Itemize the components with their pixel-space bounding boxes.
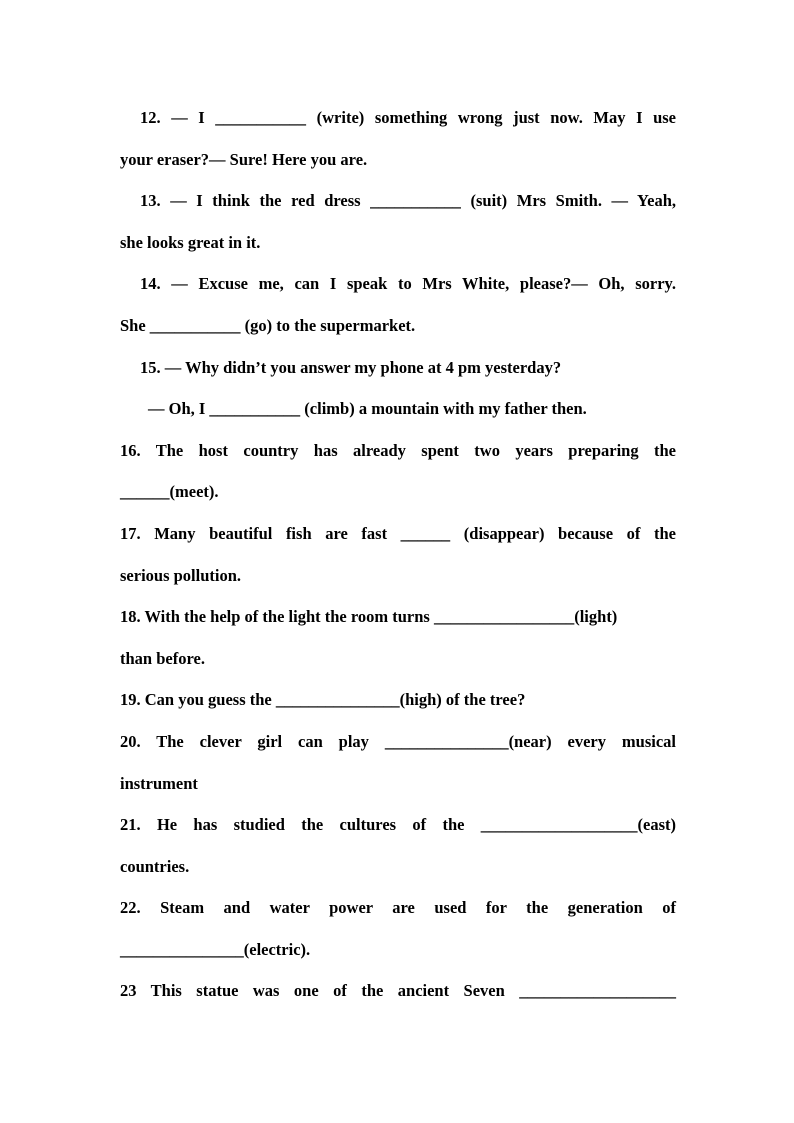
question-13-line-2: she looks great in it. <box>120 232 261 252</box>
question-19-line-1: 19. Can you guess the _______________(high) of the tree? <box>120 690 526 710</box>
question-21-line-2: countries. <box>120 856 190 876</box>
question-12-line-1: 12. — I ___________ (write) something wrong just now. May I use <box>140 108 676 127</box>
question-20-line-2: instrument <box>120 773 198 793</box>
question-17-line-2: serious pollution. <box>120 565 242 585</box>
question-23-line-1: 23 This statue was one of the ancient Seven ___________________ <box>120 981 676 1001</box>
question-21-line-1: 21. He has studied the cultures of the ___________________(east) <box>120 815 676 835</box>
question-14-line-1: 14. — Excuse me, can I speak to Mrs White, please?— Oh, sorry. <box>140 274 676 294</box>
question-18-line-1: 18. With the help of the light the room turns _________________(light) <box>120 607 618 627</box>
exercise-text-block <box>120 97 676 1012</box>
question-14-line-2: She ___________ (go) to the supermarket. <box>120 315 416 335</box>
question-20-line-1: 20. The clever girl can play _______________(near) every musical <box>120 731 676 751</box>
question-15-line-1: 15. — Why didn’t you answer my phone at 4 pm yesterday? <box>140 357 562 377</box>
question-18-line-2: than before. <box>120 648 205 668</box>
question-22-line-1: 22. Steam and water power are used for the generation of <box>120 898 676 918</box>
question-16-line-1: 16. The host country has already spent two years preparing the <box>120 440 676 460</box>
question-15-line-2: — Oh, I ___________ (climb) a mountain with my father then. <box>148 399 587 419</box>
question-12-line-2: your eraser?— Sure! Here you are. <box>120 149 368 169</box>
question-22-line-2: _______________(electric). <box>120 939 311 959</box>
question-17-line-1: 17. Many beautiful fish are fast ______ (disappear) because of the <box>120 523 676 543</box>
question-16-line-2: ______(meet). <box>120 482 219 502</box>
question-13-line-1: 13. — I think the red dress ___________ (suit) Mrs Smith. — Yeah, <box>140 191 676 211</box>
